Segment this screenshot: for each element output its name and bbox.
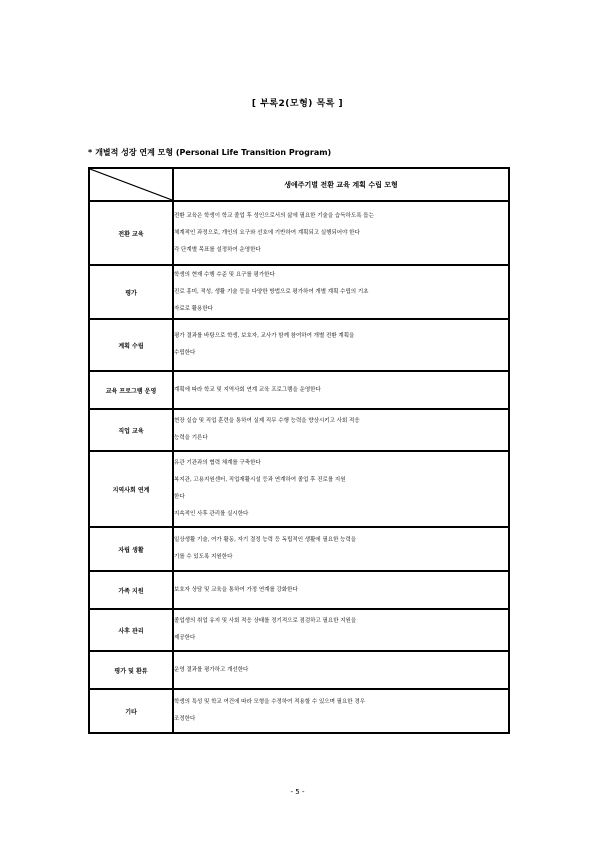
row-content-line: 현장 실습 및 직업 훈련을 통하여 실제 직무 수행 능력을 향상시키고 사회 적응 bbox=[174, 418, 360, 424]
row-content-line: 지속적인 사후 관리를 실시한다 bbox=[174, 511, 249, 517]
row-content bbox=[173, 451, 509, 527]
row-content-line: 계획에 따라 학교 및 지역사회 연계 교육 프로그램을 운영한다 bbox=[174, 386, 321, 393]
diagonal-line bbox=[90, 169, 172, 200]
row-content-line: 자료로 활용한다 bbox=[174, 305, 213, 312]
row-content bbox=[173, 651, 509, 689]
row-content-line: 수립한다 bbox=[174, 350, 196, 356]
row-content bbox=[173, 265, 509, 319]
row-label: 자립 생활 bbox=[89, 527, 173, 571]
row-label: 사후 관리 bbox=[89, 609, 173, 651]
table-header-title: 생애주기별 전환 교육 계획 수립 모형 bbox=[173, 168, 509, 201]
row-content-line: 능력을 기른다 bbox=[174, 435, 208, 441]
row-content-line: 진로 흥미, 적성, 생활 기술 등을 다양한 방법으로 평가하여 개별 계획 수립의 기초 bbox=[174, 288, 369, 295]
row-content bbox=[173, 689, 509, 733]
row-content bbox=[173, 409, 509, 451]
page-title: [ 부록2(모형) 목록 ] bbox=[251, 99, 344, 109]
row-label: 평가 bbox=[89, 265, 173, 319]
row-content bbox=[173, 201, 509, 265]
table-row bbox=[89, 371, 509, 409]
row-label: 계획 수립 bbox=[89, 319, 173, 371]
row-content-line: 학생의 특성 및 학교 여건에 따라 모형을 수정하여 적용할 수 있으며 필요한 경우 bbox=[174, 699, 365, 705]
row-label: 기타 bbox=[89, 689, 173, 733]
row-label: 직업 교육 bbox=[89, 409, 173, 451]
model-table bbox=[88, 167, 510, 734]
row-content-line: 복지관, 고용지원센터, 직업재활시설 등과 연계하여 졸업 후 진로를 지원 bbox=[174, 477, 346, 483]
model-table-body bbox=[89, 168, 509, 733]
row-content-line: 각 단계별 목표를 설정하여 운영한다 bbox=[174, 246, 261, 253]
row-content-line: 평가 결과를 바탕으로 학생, 보호자, 교사가 함께 참여하여 개별 전환 계획을 bbox=[174, 333, 355, 339]
row-content-line: 학생의 현재 수행 수준 및 요구를 평가한다 bbox=[174, 271, 275, 278]
section-heading-text: 개별적 성장 연계 모형 (Personal Life Transition Program) bbox=[95, 148, 332, 157]
table-row bbox=[89, 571, 509, 609]
table-row bbox=[89, 201, 509, 265]
row-content-line: 기를 수 있도록 지원한다 bbox=[174, 554, 233, 560]
row-content-line: 제공한다 bbox=[174, 635, 196, 641]
row-content-line: 보호자 상담 및 교육을 통하여 가정 연계를 강화한다 bbox=[174, 586, 298, 593]
row-content-line: 일상생활 기술, 여가 활동, 자기 결정 능력 등 독립적인 생활에 필요한 능력을 bbox=[174, 537, 357, 543]
table-row bbox=[89, 651, 509, 689]
row-content bbox=[173, 319, 509, 371]
row-content-line: 조정한다 bbox=[174, 716, 196, 722]
row-label: 전환 교육 bbox=[89, 201, 173, 265]
table-row bbox=[89, 451, 509, 527]
row-content-line: 한다 bbox=[174, 494, 185, 500]
table-row bbox=[89, 319, 509, 371]
row-label: 지역사회 연계 bbox=[89, 451, 173, 527]
bullet-marker: * bbox=[88, 148, 93, 157]
section-heading bbox=[88, 147, 518, 158]
row-content-line: 운영 결과를 평가하고 개선한다 bbox=[174, 666, 249, 673]
row-content bbox=[173, 571, 509, 609]
row-content-line: 유관 기관과의 협력 체계를 구축한다 bbox=[174, 460, 261, 466]
row-label: 평가 및 환류 bbox=[89, 651, 173, 689]
table-row bbox=[89, 409, 509, 451]
row-content-line: 체계적인 과정으로, 개인의 요구와 선호에 기반하여 계획되고 실행되어야 한다 bbox=[174, 229, 360, 236]
table-header-row bbox=[89, 168, 509, 201]
row-content-line: 전환 교육은 학생이 학교 졸업 후 성인으로서의 삶에 필요한 기술을 습득하도록 돕는 bbox=[174, 212, 374, 219]
table-row bbox=[89, 265, 509, 319]
diagonal-header-cell bbox=[89, 168, 173, 201]
row-content bbox=[173, 527, 509, 571]
table-row bbox=[89, 689, 509, 733]
row-content-line: 졸업생의 취업 유지 및 사회 적응 상태를 정기적으로 점검하고 필요한 지원을 bbox=[174, 618, 357, 624]
row-label: 교육 프로그램 운영 bbox=[89, 371, 173, 409]
row-content bbox=[173, 609, 509, 651]
table-row bbox=[89, 609, 509, 651]
page-number: - 5 - bbox=[290, 788, 305, 796]
row-content bbox=[173, 371, 509, 409]
row-label: 가족 지원 bbox=[89, 571, 173, 609]
table-row bbox=[89, 527, 509, 571]
